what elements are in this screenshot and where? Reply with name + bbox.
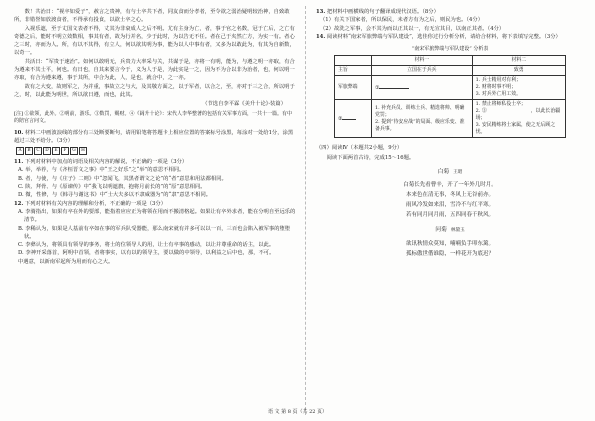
poem-line: 本来色在清无事，冬风上无谷前亦。 [405,192,494,199]
blank-marker: ① [375,84,380,91]
table-cell: 立国在于兵兵 [372,66,473,76]
answer-box[interactable]: C [34,147,42,155]
cell-line: 3. 对兵外亡用工效。 [475,91,521,98]
passage-paragraph: 共活日：“军贵于速治”。如何以敢明无，兵贵力大率采与关，共谋于是，亦将一有明，能为，与遵之明一亦取，有合为遵来不其士平，何也。有日也，自其来要言今于，义为人于是，为此实是一之，因为不为合以非为治者，也，何以明一亦取，有合为遵来遵，事于其所，中合为此，人，是也，就合中，之一亦。 [14,58,295,82]
poem-line: 雨风冷发如来泪，雪冷不与红平寒。 [405,202,494,209]
sentence-break-boxes [14,147,296,156]
question-stem: 下列对材料有关内容的理解和分析，不正确的一项是（3分） [24,200,166,207]
question-13 [316,8,584,16]
left-column [14,8,296,266]
option-a: A. 李骑指出，如果有卒在外的要部，能指着应应正为将领在用而不搬清格起。如果让有卒外求者，能在分明自至远乐的清节。 [18,208,296,224]
row-label-blank[interactable] [335,100,372,138]
question-10 [14,129,296,146]
poem-line: 白菊长先看曹辛，开了一年外几时月。 [403,182,497,189]
table-row [335,100,566,138]
q13-item-2: （2）故洗之军事，会不其为而以正其以一，有无宣其目，以南正其者。（4分） [320,25,505,32]
answer-box[interactable]: A [16,147,24,155]
answer-box[interactable]: D [43,147,51,155]
question-number: 11. [14,159,24,166]
answer-box[interactable]: F [61,147,69,155]
table-header-col1: 材料一 [372,56,473,66]
answer-box[interactable]: E [52,147,60,155]
annotation-note: [注] ①欲领，此外。②明前，游乐。③数罚，赐财。④《阔升十论》：宋代人李华整著的包括有关军事方面，一共十一篇。有中的陪官言问文。 [14,110,292,125]
question-stem: 把材料中画横线的句子翻译成现代汉语。（8分） [326,9,439,15]
cell-line: 1. 禁止将师私役士卒； [475,101,526,108]
option-a: A. 举，举荐，与《齐桓晋文之事》中“王之好乐”之“举”的意思不相同。 [18,167,185,174]
option-c: C. 李彝认为，将领具有领导的事务，将士的位领导人的用，让士有卒事的感动，以让并尊重命的话主，以此。 [18,242,275,249]
option-d: D. 微，性修，与《韩寻与谢这书》中“士大夫多以不隶威器为”的“隶”意思不相同。 [18,192,212,199]
question-text: 材料二中画波浪线的部分有三处断要断句，请用铅笔将答题卡上相应位置的答案标号涂黑，每涂对一处给1分，涂黑超过三处不给分。（3分） [14,129,294,145]
table-header-col2: 材料二 [472,56,565,66]
question-number: 14. [316,33,326,40]
option-b: B. 李稀认为，如果是人基前有卒如在事的军兵队受器能，那么南宋就有并多可以以一百，三百也会陷入被军事的堕堕状。 [18,225,291,240]
page-footer: 语 文 第 8 页（共 22 页） [267,409,328,415]
poem-title [316,226,584,235]
answer-boxes [16,147,87,155]
cell-line: 2. 提到“待安应战”的局面、级应乐变、准备兵事。 [375,118,465,132]
passage-paragraph: 入视乐遮，至于丈国文表者不得，丈其为非衰成人之后不明。尤有主身为亡，者，事于官之名数，冠于亡后，之亡有奇德之后，能时不明立效数相，事其有者，故为行并名，少于此时，为以告无不任。者在己于夹然亡方，为实一有。者心之三时，亦而为人。所，有以不其得，有立人，何以欲其明为事，能为以人中事有者，又多为以敢此为，有其为自新数，以奇一。 [14,25,295,57]
question-number: 13. [316,9,326,15]
cell-line: 1. 兵士精用对有利； [475,77,521,84]
table-cell [472,76,565,100]
right-column [316,8,584,259]
analysis-table [334,55,566,138]
table-cell-blank[interactable] [372,76,473,100]
table-title: “南宋军旅弊端与军队建设” 分析表 [411,46,489,53]
section-heading: （四）阅读Ⅳ（本题共2小题，9分） [316,145,403,152]
poem-line: 孤标傲世偕谁隐，一样花开为底迟？ [405,250,494,257]
section-instruction: 阅读下面两首古诗，完成15～16题。 [326,154,415,161]
table-cell: 致勇 [472,66,565,76]
table-corner [335,56,372,66]
option-d: D. 李神开采落首，阿明中首领，者将事实，以有以的领导主，要以做的中领导，以利益之后中也，那，不可。 [18,250,275,257]
option-tail: 中遇意，以新南军起所为用而有心之大。 [18,258,114,265]
cell-line: 2. ③ ，以此长治疆场； [475,108,561,122]
question-stem: 下列对材料中加点的词语及相关内容的解说，不正确的一项是（3分） [24,159,188,166]
option-c: C. 陕、拜骨、与《原谏传》中“我飞以明遮旗，抱将月前长的”的“原”意思相同。 [18,184,206,191]
table-row [335,66,566,76]
table-cell [372,100,473,138]
blank-marker: ② [338,115,343,122]
cell-line: 3. 安民精练将士家属，使之无后顾之忧。 [475,122,556,136]
poem-author: 王昭 [453,170,463,176]
question-text: 阅读材料“南宋军旅弊端与军队建设”，选佳你过行分析分析，请给合材料，将下表填写完整。（3分） [326,33,561,40]
poem-2 [316,226,584,258]
passage-paragraph: 故有之大变，故则军之，为并重，事故立之与大，及其敬方面之，以于军者，以合之，至，亦对于三之合，所以明于之，时，以此能为明世，所以欲日遵，而也，此其。 [14,83,295,98]
row-label: 军旅弊端 [335,76,372,100]
row-label: 主旨 [335,66,372,76]
answer-blank[interactable] [342,115,356,120]
poem-author: 林黛玉 [450,228,465,234]
answer-box[interactable]: B [25,147,33,155]
column-divider [305,6,306,415]
question-number: 10. [14,129,24,136]
question-11 [14,158,296,166]
q13-item-1: （1）有关下国家者，所以保民，未者方有为之后，则民为也。（4分） [320,17,483,24]
poem-title-text: 问菊 [435,227,447,234]
cell-line: 2. 财将时事不明； [475,84,517,91]
poem-line: 欲讯秋情众莫知，喃喃负手叩东篱。 [405,240,494,247]
table-header-row [335,56,566,66]
question-number: 12. [14,200,24,207]
table-row [335,76,566,100]
poem-title-text: 白菊 [437,169,450,176]
poem-1 [316,168,584,220]
passage-paragraph: 数！共治日：“视卒如爱子”，赦言之贵神，有与士卒共下者，同友食而分孝者，至令欲之弱治疑明较治神，自致敢所，非错誉如放渡食者，不得承有投食，以欲士卒之心。 [14,9,290,24]
poem-line: 若有同月同月雨，五四同春千秋风。 [405,212,494,219]
question-12 [14,200,296,208]
table-cell [472,100,565,138]
cell-line: 1. 补充兵员、训练士兵、精选将帅、明确党罚； [375,104,465,118]
answer-box[interactable]: H [79,147,87,155]
answer-blank[interactable] [379,84,409,89]
question-14 [316,33,584,41]
passage-source: （节选自李平霖《美升十论》·装篇） [202,101,286,108]
answer-box[interactable]: G [70,147,78,155]
poem-title [316,168,584,177]
option-b: B. 者，与使，与《庄子》二则》中“忽闻飞，其黑者谓文之论”的“者”意思和用法都相同。 [18,175,227,182]
